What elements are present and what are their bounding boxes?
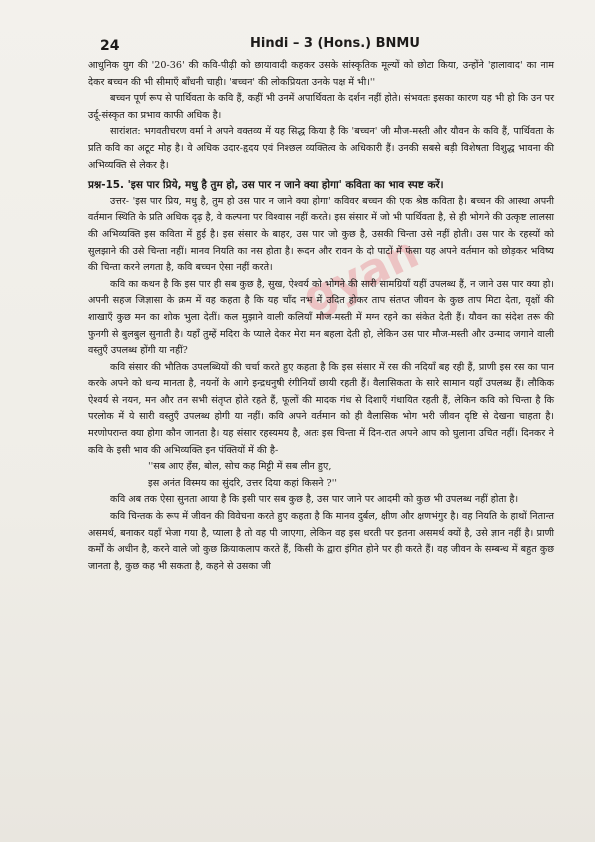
paragraph: आधुनिक युग की '20-36' की कवि-पीढ़ी को छायावादी कहकर उसके सांस्कृतिक मूल्यों को छोटा किया, उन्होंने 'हालावाद' का नाम देकर बच्चन की भी सीमाएँ बाँधनी चाही। 'बच्चन' की लोकप्रियता उनके पक्ष में भी।'' — [88, 60, 554, 88]
answer-paragraph: कवि का कथन है कि इस पार ही सब कुछ है, सुख, ऐश्वर्य को भोगने की सारी सामग्रियाँ यहीं उपलब्ध हैं, न जाने उस पार क्या हो। अपनी सहज जिज्ञासा के क्रम में वह कहता है कि यह चाँद नभ में उदित होकर ताप संतप्त जीवन के कुछ ताप मिटा देता, वृक्षों की शाखाएँ कुछ मन का शोक भुला देतीं। कल मुझाने वाली कलियाँ मौज-मस्ती में मग्न रहने का संकेत देती हैं। यौवन का संदेश तरू की फुनगी से बुलबुल सुनाती है। यहाँ तुम्हें मदिरा के प्याले देकर मेरा मन बहला देती हो, लेकिन उस पार मौज-मस्ती और उन्माद जगाने वाली वस्तुएँ उपलब्ध होंगी या नहीं? — [88, 278, 554, 357]
paragraph: बच्चन पूर्ण रूप से पार्थिवता के कवि हैं, कहीं भी उनमें अपार्थिवता के दर्शन नहीं होते। संभवतः इसका कारण यह भी हो कि उन पर उर्दू-संस्कृत का प्रभाव काफी अधिक है। — [88, 93, 554, 121]
page-number: 24 — [100, 38, 120, 54]
paragraph: कवि अब तक ऐसा सुनता आया है कि इसी पार सब कुछ है, उस पार जाने पर आदमी को कुछ भी उपलब्ध नहीं होता है। — [110, 494, 519, 506]
question-heading: प्रश्न-15. 'इस पार प्रिये, मधु है तुम हो, उस पार न जाने क्या होगा' कविता का भाव स्पष्ट करें। — [88, 179, 444, 192]
running-head: Hindi – 3 (Hons.) BNMU — [250, 36, 420, 51]
verse-line: ''सब आए हँस, बोल, सोच कह मिट्टी में सब लीन हुए, — [148, 461, 332, 473]
answer-paragraph: कवि संसार की भौतिक उपलब्धियों की चर्चा करते हुए कहता है कि इस संसार में रस की नदियाँ बह रही हैं, प्राणी इस रस का पान करके अपने को धन्य मानता है, नयनों के आगे इन्द्रधनुषी रंगीनियाँ छायी रहती हैं। वैलासिकता के सारे सामान यहाँ उपलब्ध हैं। लौकिक ऐश्वर्य से नयन, मन और तन सभी संतृप्त होते रहते हैं, फूलों की मादक गंध से दिशाएँ गंधायित रहती हैं, लेकिन कवि को चिन्ता है कि परलोक में ये सारी वस्तुएँ उपलब्ध होगी या नहीं। कवि अपने वर्तमान को ही वैलासिक भोग भरी जीवन दृष्टि से देखना चाहता है। मरणोपरान्त क्या होगा कौन जानता है। यह संसार रहस्यमय है, अतः इस चिन्ता में दिन-रात अपने आप को घुलाना उचित नहीं। दिनकर ने कवि के इसी भाव की अभिव्यक्ति इन पंक्तियों में की है- — [88, 361, 554, 456]
watermark: gyan — [294, 226, 427, 325]
paragraph: कवि चिन्तक के रूप में जीवन की विवेचना करते हुए कहता है कि मानव दुर्बल, क्षीण और क्षणभंगुर है। वह नियति के हाथों नितान्त असमर्थ, बनाकर यहाँ भेजा गया है, प्याला है तो वह पी जाएगा, लेकिन वह इस धरती पर इतना असमर्थ क्यों है, उसे ज्ञान नहीं है। प्राणी कर्मों के अधीन है, करने वाले जो कुछ क्रियाकलाप करते हैं, किसी के द्वारा इंगित होने पर ही करते हैं। वह जीवन के सम्बन्ध में बहुत कुछ जानता है, कुछ कह भी सकता है, कहने से उसका जी — [88, 511, 554, 572]
paragraph: सारांशत: भगवतीचरण वर्मा ने अपने वक्तव्य में यह सिद्ध किया है कि 'बच्चन' जी मौज-मस्ती और यौवन के कवि हैं, पार्थिवता के प्रति कवि का अटूट मोह है। वे अधिक उदार-हृदय एवं निश्छल व्यक्तित्व के अधिकारी हैं। उनकी सबसे बड़ी विशेषता विशुद्ध भावना की अभिव्यक्ति से लेकर है। — [88, 126, 554, 171]
answer-paragraph: उत्तर- 'इस पार प्रिय, मधु है, तुम हो उस पार न जाने क्या होगा' कविवर बच्चन की एक श्रेष्ठ कविता है। बच्चन की आस्था अपनी वर्तमान स्थिति के प्रति अधिक दृढ़ है, वे कल्पना पर विश्वास नहीं करते। इस संसार में जो भी पार्थिवता है, से ही भोगने की उत्कृष्ट लालसा की अभिव्यक्ति इस कविता में हुई है। इस संसार के बाहर, उस पार जो कुछ है, उसकी चिन्ता उसे नहीं होती। उस पार के रहस्यों को सुलझाने की उसे चिन्ता नहीं। मानव नियति का नस होता है। रूदन और रावन के दो पाटों में फंसा यह अपने वर्तमान को छोड़कर भविष्य की चिन्ता करने लगता है, कवि बच्चन ऐसा नहीं करते। — [88, 195, 554, 274]
body-text — [88, 58, 554, 575]
verse-line: इस अनंत विस्मय का सुंदरि, उत्तर दिया कहां किसने ?'' — [148, 477, 337, 489]
